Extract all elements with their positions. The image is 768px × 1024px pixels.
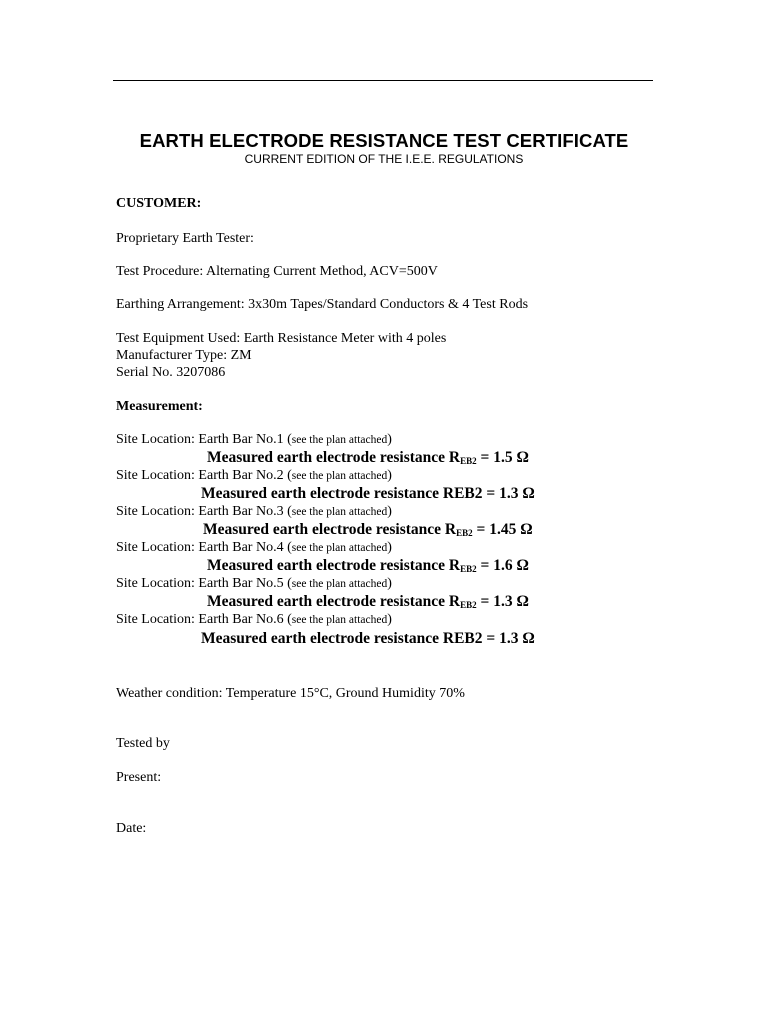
close-paren: )	[387, 468, 392, 483]
measured-label: Measured earth electrode resistance R	[207, 449, 461, 466]
site-location-text: Site Location: Earth Bar No.6 (	[116, 612, 292, 627]
subscript: EB2	[460, 564, 477, 574]
site-location-1	[116, 432, 392, 448]
plan-note: see the plan attached	[291, 506, 388, 518]
subscript: EB2	[460, 456, 477, 466]
plan-note: see the plan attached	[291, 470, 388, 482]
measured-resistance-1	[207, 449, 529, 467]
procedure-line: Test Procedure: Alternating Current Method, ACV=500V	[116, 264, 438, 279]
subscript: EB2	[460, 600, 477, 610]
site-location-text: Site Location: Earth Bar No.5 (	[116, 576, 292, 591]
measured-resistance-2: Measured earth electrode resistance REB2 = 1.3 Ω	[201, 485, 535, 502]
plan-note: see the plan attached	[291, 578, 388, 590]
plan-note: see the plan attached	[291, 542, 388, 554]
measured-resistance-6: Measured earth electrode resistance REB2 = 1.3 Ω	[201, 630, 535, 647]
date-label: Date:	[116, 821, 147, 836]
close-paren: )	[387, 540, 392, 555]
weather-line: Weather condition: Temperature 15°C, Ground Humidity 70%	[116, 686, 465, 701]
present-label: Present:	[116, 770, 162, 785]
site-location-6	[116, 612, 392, 628]
tested-by-label: Tested by	[116, 736, 170, 751]
close-paren: )	[387, 612, 392, 627]
measured-label: Measured earth electrode resistance R	[207, 593, 461, 610]
site-location-3	[116, 504, 392, 520]
measured-value: = 1.5 Ω	[476, 449, 529, 466]
site-location-text: Site Location: Earth Bar No.3 (	[116, 504, 292, 519]
manufacturer-line: Manufacturer Type: ZM	[116, 348, 252, 363]
plan-note: see the plan attached	[291, 434, 388, 446]
measured-resistance-5	[207, 593, 529, 611]
measured-resistance-4	[207, 557, 529, 575]
site-location-2	[116, 468, 392, 484]
close-paren: )	[387, 576, 392, 591]
serial-line: Serial No. 3207086	[116, 365, 226, 380]
equipment-line: Test Equipment Used: Earth Resistance Meter with 4 poles	[116, 331, 447, 346]
measured-value: = 1.45 Ω	[472, 521, 533, 538]
measured-resistance-3	[203, 521, 533, 539]
measured-label: Measured earth electrode resistance R	[207, 557, 461, 574]
tester-line: Proprietary Earth Tester:	[116, 231, 254, 246]
document-title: EARTH ELECTRODE RESISTANCE TEST CERTIFICATE	[139, 130, 629, 151]
customer-label: CUSTOMER:	[116, 196, 202, 211]
site-location-text: Site Location: Earth Bar No.2 (	[116, 468, 292, 483]
subscript: EB2	[456, 528, 473, 538]
close-paren: )	[387, 432, 392, 447]
close-paren: )	[387, 504, 392, 519]
site-location-text: Site Location: Earth Bar No.4 (	[116, 540, 292, 555]
measured-value: = 1.6 Ω	[476, 557, 529, 574]
arrangement-line: Earthing Arrangement: 3x30m Tapes/Standard Conductors & 4 Test Rods	[116, 297, 529, 312]
document-subtitle: CURRENT EDITION OF THE I.E.E. REGULATIONS	[244, 152, 524, 166]
measurement-label: Measurement:	[116, 399, 203, 414]
site-location-text: Site Location: Earth Bar No.1 (	[116, 432, 292, 447]
measured-label: Measured earth electrode resistance R	[203, 521, 457, 538]
measured-value: = 1.3 Ω	[476, 593, 529, 610]
plan-note: see the plan attached	[291, 614, 388, 626]
top-rule	[113, 80, 653, 81]
site-location-4	[116, 540, 392, 556]
site-location-5	[116, 576, 392, 592]
